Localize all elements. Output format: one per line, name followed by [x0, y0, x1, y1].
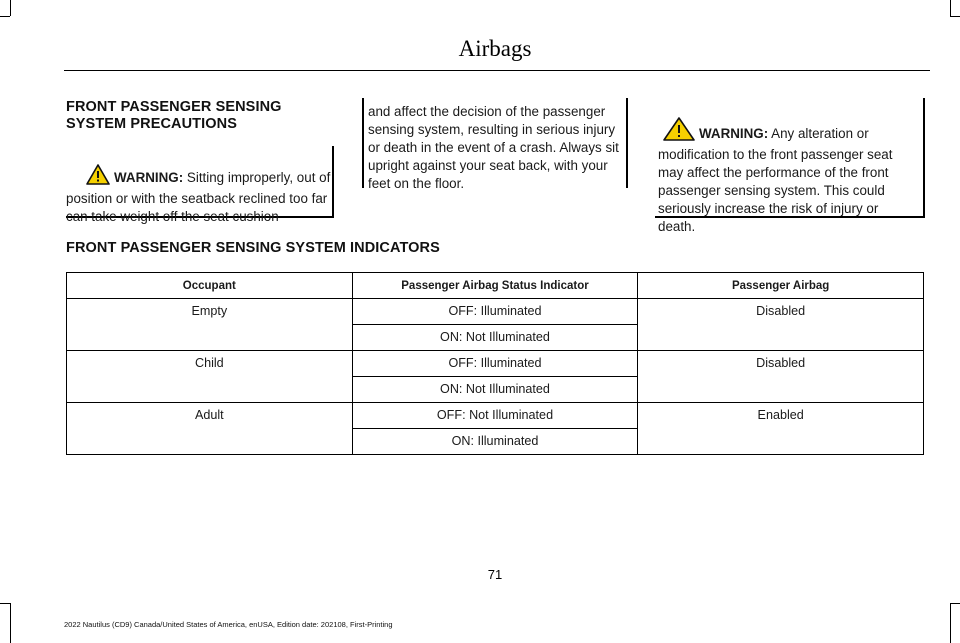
airbag-cell: Enabled	[638, 403, 924, 455]
status-cell: OFF: Illuminated	[352, 351, 638, 377]
crop-mark	[950, 603, 951, 643]
crop-mark	[0, 603, 10, 604]
crop-mark	[950, 603, 960, 604]
status-cell: OFF: Illuminated	[352, 299, 638, 325]
airbag-cell: Disabled	[638, 351, 924, 403]
heading-line: SYSTEM PRECAUTIONS	[66, 116, 237, 132]
column-divider	[362, 98, 364, 188]
crop-mark	[950, 0, 951, 16]
status-cell: ON: Illuminated	[352, 429, 638, 455]
warning-box-seating	[66, 146, 334, 224]
warning-text	[66, 146, 332, 226]
warning-box-modification	[655, 98, 925, 234]
table-header-cell: Passenger Airbag Status Indicator	[352, 273, 638, 299]
column-divider	[626, 98, 628, 188]
warning-label: WARNING:	[114, 170, 184, 185]
body-paragraph: and affect the decision of the passenger sensing system, resulting in serious injury or death in the event of a crash. Always sit upright against your seat back, with your feet on the floor.	[368, 104, 619, 191]
table-header-cell: Occupant	[67, 273, 353, 299]
airbag-cell: Disabled	[638, 299, 924, 351]
table-row	[67, 403, 924, 429]
occupant-cell: Adult	[67, 403, 353, 455]
heading-line: FRONT PASSENGER SENSING	[66, 99, 282, 115]
status-cell: OFF: Not Illuminated	[352, 403, 638, 429]
warning-triangle-icon	[663, 117, 695, 146]
table-row	[67, 351, 924, 377]
warning-body: Any alteration or modification to the front passenger seat may affect the performance of the front passenger sensing system. This could seriously increase the risk of injury or death.	[658, 126, 893, 234]
page-number: 71	[487, 567, 503, 582]
table-header-row	[67, 273, 924, 299]
table-header-cell: Passenger Airbag	[638, 273, 924, 299]
section-heading-precautions	[66, 99, 282, 133]
table-row	[67, 299, 924, 325]
indicators-table	[66, 272, 924, 455]
status-cell: ON: Not Illuminated	[352, 325, 638, 351]
crop-mark	[0, 16, 10, 17]
header-divider	[64, 70, 930, 71]
warning-label: WARNING:	[699, 126, 769, 141]
section-heading-indicators: FRONT PASSENGER SENSING SYSTEM INDICATORS	[66, 240, 440, 256]
crop-mark	[950, 16, 960, 17]
edition-footer: 2022 Nautilus (CD9) Canada/United States of America, enUSA, Edition date: 202108, First-Printing	[64, 620, 393, 629]
crop-mark	[10, 0, 11, 16]
occupant-cell: Child	[67, 351, 353, 403]
warning-triangle-icon	[86, 164, 110, 190]
occupant-cell: Empty	[67, 299, 353, 351]
status-cell: ON: Not Illuminated	[352, 377, 638, 403]
warning-body: Sitting improperly, out of position or with the seatback reclined too far can take weight off the seat cushion	[66, 170, 331, 224]
warning-text	[655, 98, 918, 236]
page-title: Airbags	[458, 36, 532, 61]
crop-mark	[10, 603, 11, 643]
